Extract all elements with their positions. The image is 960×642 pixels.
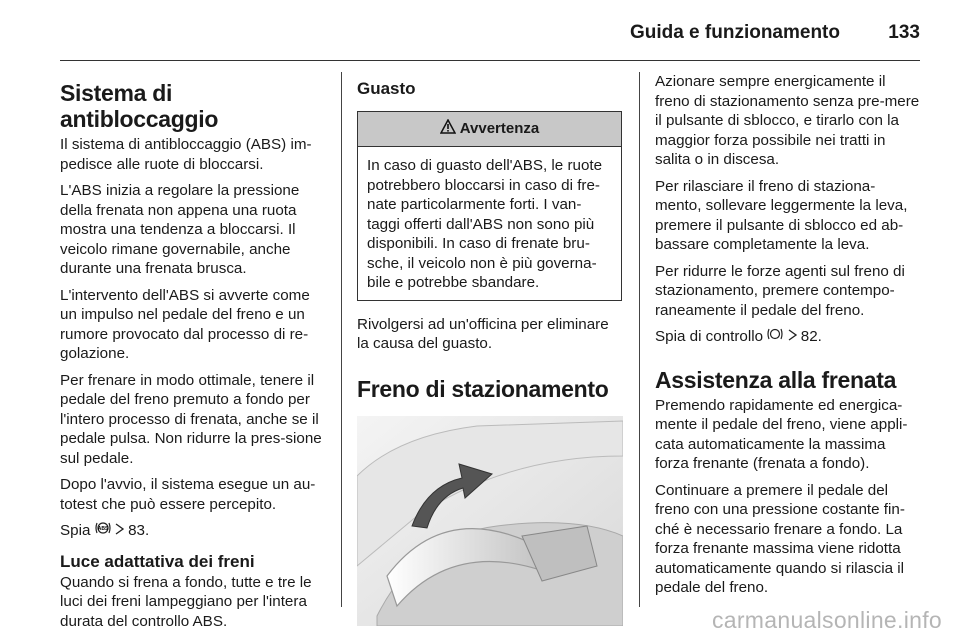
column-3 — [655, 72, 921, 605]
paragraph: Dopo l'avvio, il sistema esegue un au-totest che può essere percepito. — [60, 476, 316, 513]
spia-label: Spia — [60, 522, 91, 539]
paragraph: Premendo rapidamente ed energica-mente il pedale del freno, viene appli-cata automaticamente la massima forza frenante (frenata a fondo). — [655, 396, 908, 472]
section-title-brake-assist: Assistenza alla frenata — [655, 366, 897, 393]
paragraph: Rivolgersi ad un'officina per eliminare la causa del guasto. — [357, 315, 609, 352]
column-divider — [341, 72, 342, 607]
paragraph: Per frenare in modo ottimale, tenere il pedale del freno premuto a fondo per l'intero processo di frenata, anche se il pedale pulsa. Non ridurre la pres-sione sul pedale. — [60, 371, 322, 467]
brake-spia-line — [655, 327, 921, 347]
paragraph: Quando si frena a fondo, tutte e tre le luci dei freni lampeggiano per l'intera durata del controllo ABS. — [60, 573, 312, 630]
column-divider — [639, 72, 640, 607]
page-reference: 82. — [800, 328, 822, 345]
abs-warning-icon — [95, 521, 111, 541]
paragraph: Continuare a premere il pedale del freno con una pressione costante fin-ché è necessario frenare a fondo. La forza frenante massima viene ridotta automaticamente quando si rilascia il pedale del freno. — [655, 481, 905, 596]
warning-text: In caso di guasto dell'ABS, le ruote potrebbero bloccarsi in caso di fre-nate particolarmente forti. I van-taggi offerti dall'ABS non sono più disponibili. In caso di frenate bru-sche, il veicolo non è più governa-bile e potrebbe sbandare. — [367, 157, 603, 291]
page-reference: 83. — [128, 522, 150, 539]
page-number: 133 — [888, 22, 920, 43]
header-divider — [60, 60, 920, 61]
warning-triangle-icon — [440, 119, 456, 140]
reference-arrow-icon — [788, 327, 797, 347]
warning-header — [358, 112, 621, 147]
warning-title: Avvertenza — [459, 120, 540, 138]
paragraph: Il sistema di antibloccaggio (ABS) im-pedisce alle ruote di bloccarsi. — [60, 136, 312, 173]
warning-body — [358, 147, 621, 300]
column-2 — [357, 72, 622, 626]
svg-text:ABS: ABS — [97, 526, 108, 532]
section-title-guasto: Guasto — [357, 79, 416, 98]
paragraph: Per rilasciare il freno di staziona-mento, sollevare leggermente la leva, premere il pulsante di sblocco ed ab-bassare completamente la leva. — [655, 177, 908, 253]
spia-label: Spia di controllo — [655, 328, 764, 345]
parking-brake-icon — [767, 327, 783, 347]
section-title-brake-light: Luce adattativa dei freni — [60, 551, 255, 571]
parking-brake-illustration — [357, 416, 623, 626]
page-header — [60, 14, 920, 54]
abs-spia-line — [60, 521, 326, 541]
section-title-abs: Sistema di antibloccaggio — [60, 80, 219, 132]
watermark: carmanualsonline.info — [711, 607, 942, 633]
paragraph: L'ABS inizia a regolare la pressione della frenata non appena una ruota mostra una tendenza a bloccarsi. Il veicolo rimane governabile, anche durante una frenata brusca. — [60, 182, 300, 277]
section-title-parking-brake: Freno di stazionamento — [357, 375, 609, 402]
column-1 — [60, 72, 326, 638]
paragraph: L'intervento dell'ABS si avverte come un impulso nel pedale del freno e un rumore provocato dal processo di re-golazione. — [60, 286, 310, 362]
reference-arrow-icon — [115, 521, 124, 541]
paragraph: Azionare sempre energicamente il freno di stazionamento senza pre-mere il pulsante di sblocco, e tirarlo con la maggior forza possibile nei tratti in salita o in discesa. — [655, 73, 920, 168]
warning-box — [357, 111, 622, 301]
chapter-title: Guida e funzionamento — [629, 22, 840, 43]
paragraph: Per ridurre le forze agenti sul freno di stazionamento, premere contempo-raneamente il pedale del freno. — [655, 262, 905, 319]
